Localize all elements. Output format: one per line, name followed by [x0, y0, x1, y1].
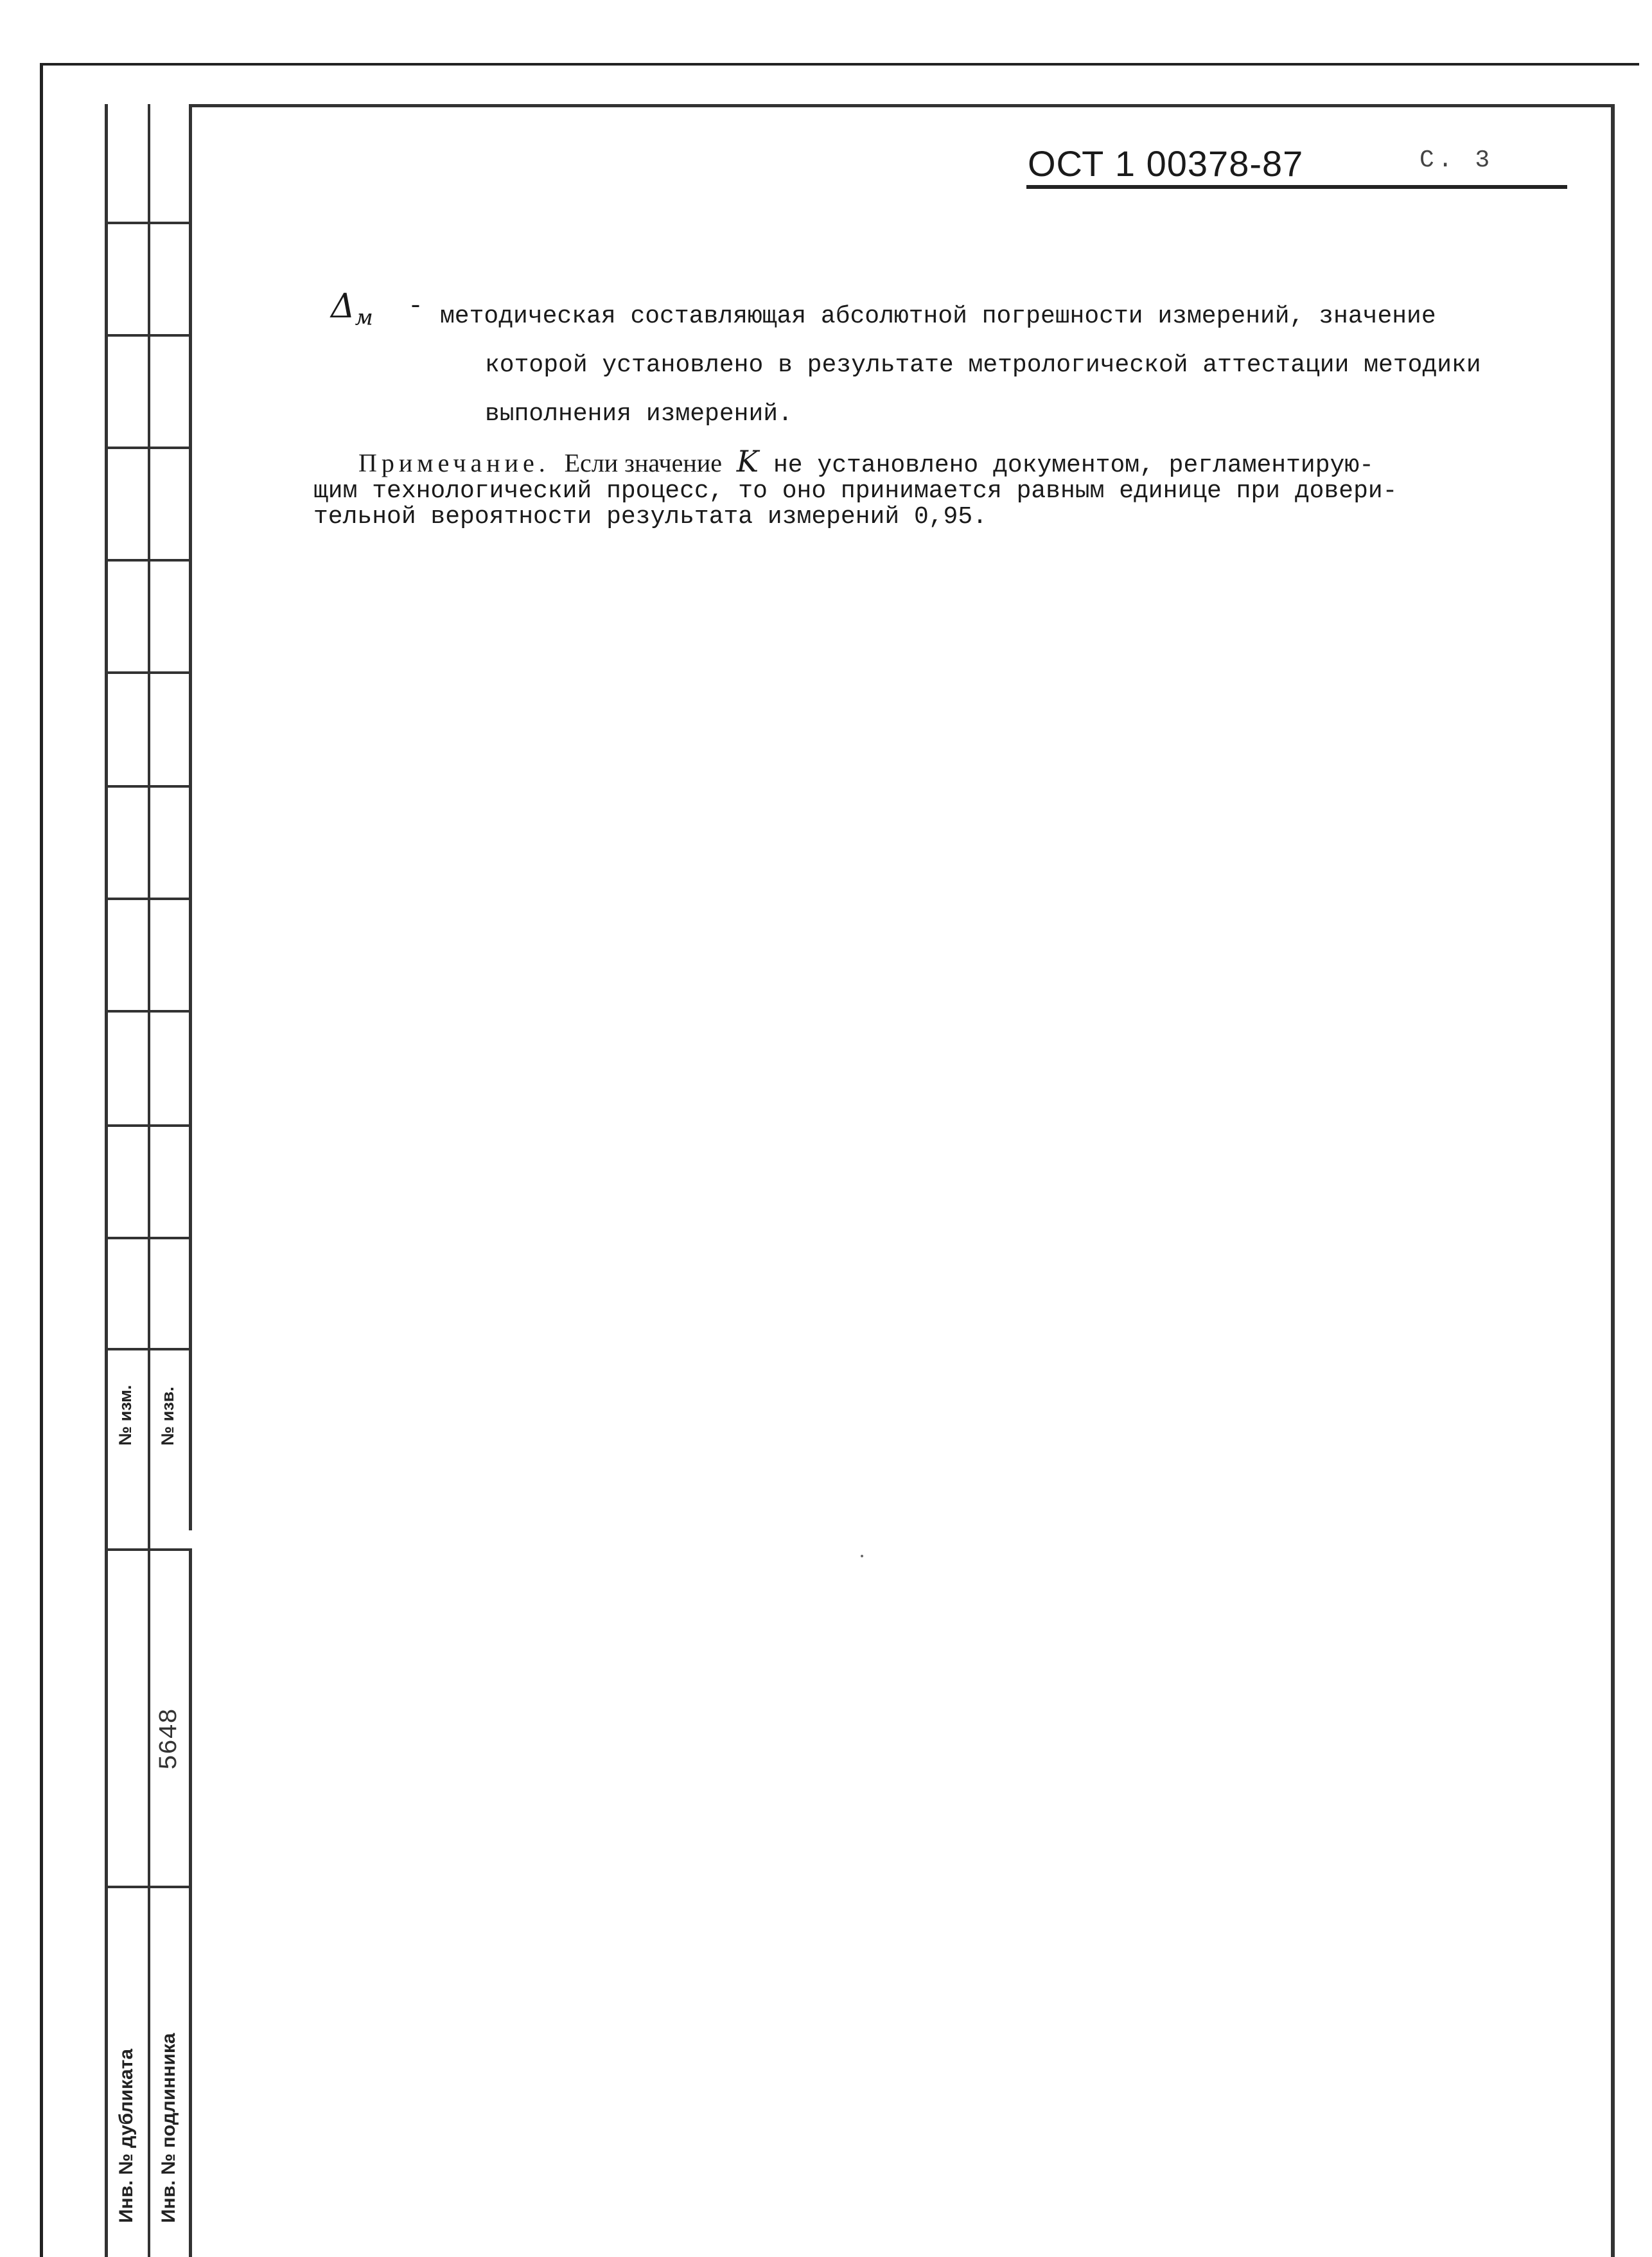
margin-cell-sep [105, 1348, 191, 1350]
margin-lower-inner [189, 1548, 192, 2257]
margin-cell-sep [105, 898, 191, 900]
frame-right-border [1611, 104, 1615, 2257]
note-label: Примечание. [358, 448, 550, 477]
delta-symbol: $\Delta_м$ [331, 287, 373, 331]
note-paragraph [313, 444, 1592, 531]
definition-line: методическая составляющая абсолютной погрешности измерений, значение [440, 303, 1436, 330]
page-number: С. 3 [1419, 146, 1494, 174]
definition-line: которой установлено в результате метрологической аттестации методики [485, 351, 1481, 379]
notice-number-label: № изв. [158, 1386, 177, 1446]
change-number-label: № изм. [116, 1385, 135, 1446]
margin-cell-sep [105, 1010, 191, 1013]
margin-lower-mid [148, 1548, 150, 2257]
definition-dash: - [408, 292, 424, 321]
definition-line: выполнения измерений. [485, 400, 793, 428]
margin-lower-outer [105, 1548, 108, 2257]
scan-speck [861, 1555, 863, 1557]
document-code: ОСТ 1 00378-87 [1028, 143, 1304, 184]
margin-cell-sep [105, 1124, 191, 1127]
original-inventory-number: 5648 [155, 1708, 184, 1770]
margin-cell-sep [105, 671, 191, 674]
definition-text [440, 292, 1596, 439]
duplicate-inventory-label: Инв. № дубликата [116, 2048, 137, 2223]
margin-cell-sep [105, 222, 191, 224]
note-line: щим технологический процесс, то оно принимается равным единице при довери- [313, 477, 1398, 505]
note-line: тельной вероятности результата измерений 0,95. [313, 503, 987, 531]
margin-line-mid [148, 104, 150, 1550]
note-line [313, 444, 1592, 479]
margin-line-inner [189, 104, 192, 1530]
margin-cell-sep [105, 447, 191, 449]
margin-cell-sep [105, 785, 191, 788]
margin-line-outer [105, 104, 108, 1550]
k-variable: K [736, 444, 759, 479]
header-underline [1026, 185, 1567, 189]
margin-cell-sep [105, 559, 191, 562]
margin-cell-sep [105, 334, 191, 337]
frame-top-border [189, 104, 1615, 107]
note-text-part1: Если значение [564, 448, 722, 477]
margin-cell-sep [105, 1237, 191, 1239]
note-text-part2: не установлено документом, регламентирую- [773, 452, 1374, 479]
margin-cell-sep [105, 1886, 191, 1888]
original-inventory-label: Инв. № подлинника [158, 2033, 179, 2223]
